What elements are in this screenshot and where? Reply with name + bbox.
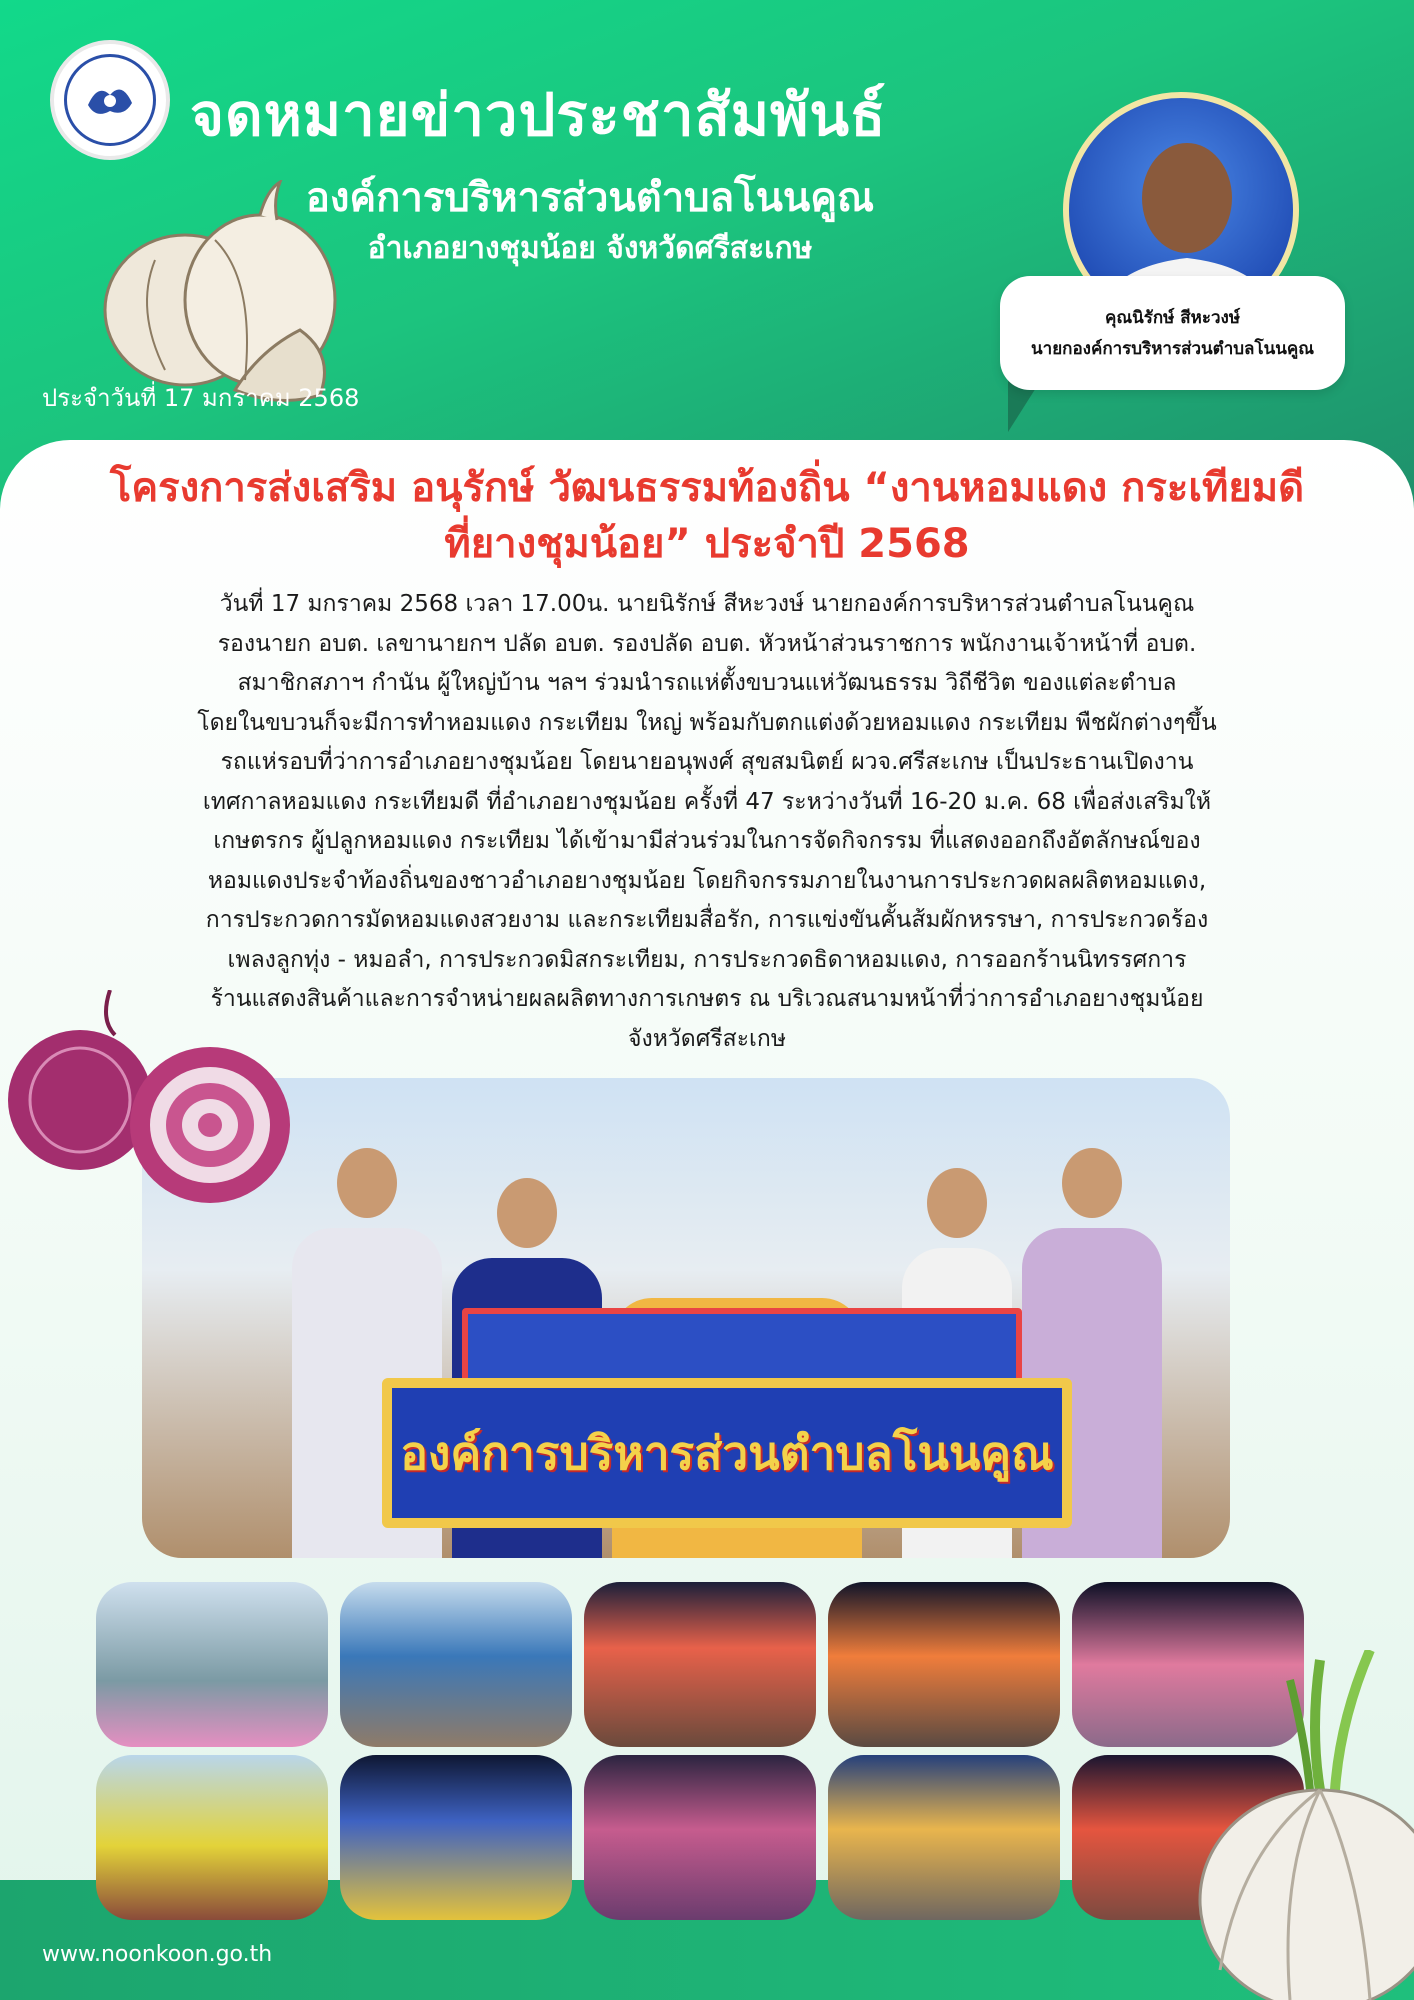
- body-line: จังหวัดศรีสะเกษ: [627, 1025, 786, 1052]
- thumbnail-group-tent: [828, 1755, 1060, 1920]
- body-line: ร้านแสดงสินค้าและการจำหน่ายผลผลิตทางการเกษตร ณ บริเวณสนามหน้าที่ว่าการอำเภอยางชุมน้อย: [210, 986, 1204, 1012]
- body-line: เกษตรกร ผู้ปลูกหอมแดง กระเทียม ได้เข้ามามีส่วนร่วมในการจัดกิจกรรม ที่แสดงออกถึงอัตลักษณ์ของ: [213, 828, 1201, 854]
- district-name: อำเภอยางชุมน้อย จังหวัดศรีสะเกษ: [367, 231, 813, 266]
- body-line: โดยในขบวนก็จะมีการทำหอมแดง กระเทียม ใหญ่ พร้อมกับตกแต่งด้วยหอมแดง กระเทียม พืชผักต่างๆขึ้น: [197, 709, 1217, 736]
- body-line: รองนายก อบต. เลขานายกฯ ปลัด อบต. รองปลัด อบต. หัวหน้าส่วนราชการ พนักงานเจ้าหน้าที่ อบต.: [217, 630, 1197, 657]
- body-line: เพลงลูกทุ่ง - หมอลำ, การประกวดมิสกระเทียม, การประกวดธิดาหอมแดง, การออกร้านนิทรรศการ: [227, 946, 1187, 973]
- red-onion-illustration: [0, 990, 300, 1220]
- official-name: คุณนิรักษ์ สีหะวงษ์: [1104, 308, 1241, 328]
- headline-line-2: ที่ยางชุมน้อย” ประจำปี 2568: [444, 521, 970, 567]
- body-line: หอมแดงประจำท้องถิ่นของชาวอำเภอยางชุมน้อย โดยกิจกรรมภายในงานการประกวดผลผลิตหอมแดง,: [207, 867, 1207, 894]
- official-name-card: [1000, 276, 1345, 390]
- photo-person-head: [497, 1178, 557, 1248]
- body-line: รถแห่รอบที่ว่าการอำเภอยางชุมน้อย โดยนายอนุพงศ์ สุขสมนิตย์ ผวจ.ศรีสะเกษ เป็นประธานเปิดงาน: [220, 749, 1194, 775]
- thumbnail-dancers: [96, 1755, 328, 1920]
- body-line: วันที่ 17 มกราคม 2568 เวลา 17.00น. นายนิรักษ์ สีหะวงษ์ นายกองค์การบริหารส่วนตำบลโนนคูณ: [219, 591, 1195, 617]
- garlic-bulb-illustration: [1170, 1650, 1414, 2000]
- body-line: เทศกาลหอมแดง กระเทียมดี ที่อำเภอยางชุมน้อย ครั้งที่ 47 ระหว่างวันที่ 16-20 ม.ค. 68 เพื่อส่งเสริมให้: [202, 788, 1212, 815]
- body-line: สมาชิกสภาฯ กำนัน ผู้ใหญ่บ้าน ฯลฯ ร่วมนำรถแห่ตั้งขบวนแห่วัฒนธรรม วิถีชีวิต ของแต่ละตำบล: [237, 670, 1177, 696]
- headline-line-1: โครงการส่งเสริม อนุรักษ์ วัฒนธรรมท้องถิ่น “งานหอมแดง กระเทียมดี: [109, 465, 1305, 511]
- photo-person-head: [337, 1148, 397, 1218]
- garlic-illustration: [95, 180, 355, 410]
- thumbnail-tent-audience: [340, 1582, 572, 1747]
- photo-person-head: [927, 1168, 987, 1238]
- thumbnail-stage-show: [584, 1582, 816, 1747]
- photo-person-head: [1062, 1148, 1122, 1218]
- photo-rear-banner: [462, 1308, 1022, 1388]
- website-url[interactable]: www.noonkoon.go.th: [42, 1942, 273, 1967]
- official-position: นายกองค์การบริหารส่วนตำบลโนนคูณ: [1031, 339, 1314, 359]
- thumbnail-officials-stage: [340, 1755, 572, 1920]
- article-body: [78, 585, 1336, 1059]
- thumbnail-parade-float: [96, 1582, 328, 1747]
- body-line: การประกวดการมัดหอมแดงสวยงาม และกระเทียมสื่อรัก, การแข่งขันคั้นส้มผักหรรษา, การประกวดร้อง: [205, 907, 1209, 933]
- organization-name: องค์การบริหารส่วนตำบลโนนคูณ: [305, 175, 875, 221]
- article-headline: [40, 460, 1374, 572]
- banner-text: องค์การบริหารส่วนตำบลโนนคูณ: [400, 1425, 1054, 1480]
- main-event-photo: [142, 1078, 1230, 1558]
- photo-thumbnail-grid: [96, 1582, 1306, 1922]
- issue-date: ประจำวันที่ 17 มกราคม 2568: [42, 384, 360, 412]
- photo-banner: [382, 1378, 1072, 1528]
- thumbnail-award-ceremony: [828, 1582, 1060, 1747]
- thumbnail-performer-flowers: [584, 1755, 816, 1920]
- organization-seal-logo: [50, 40, 170, 160]
- newsletter-title: จดหมายข่าวประชาสัมพันธ์: [190, 81, 887, 149]
